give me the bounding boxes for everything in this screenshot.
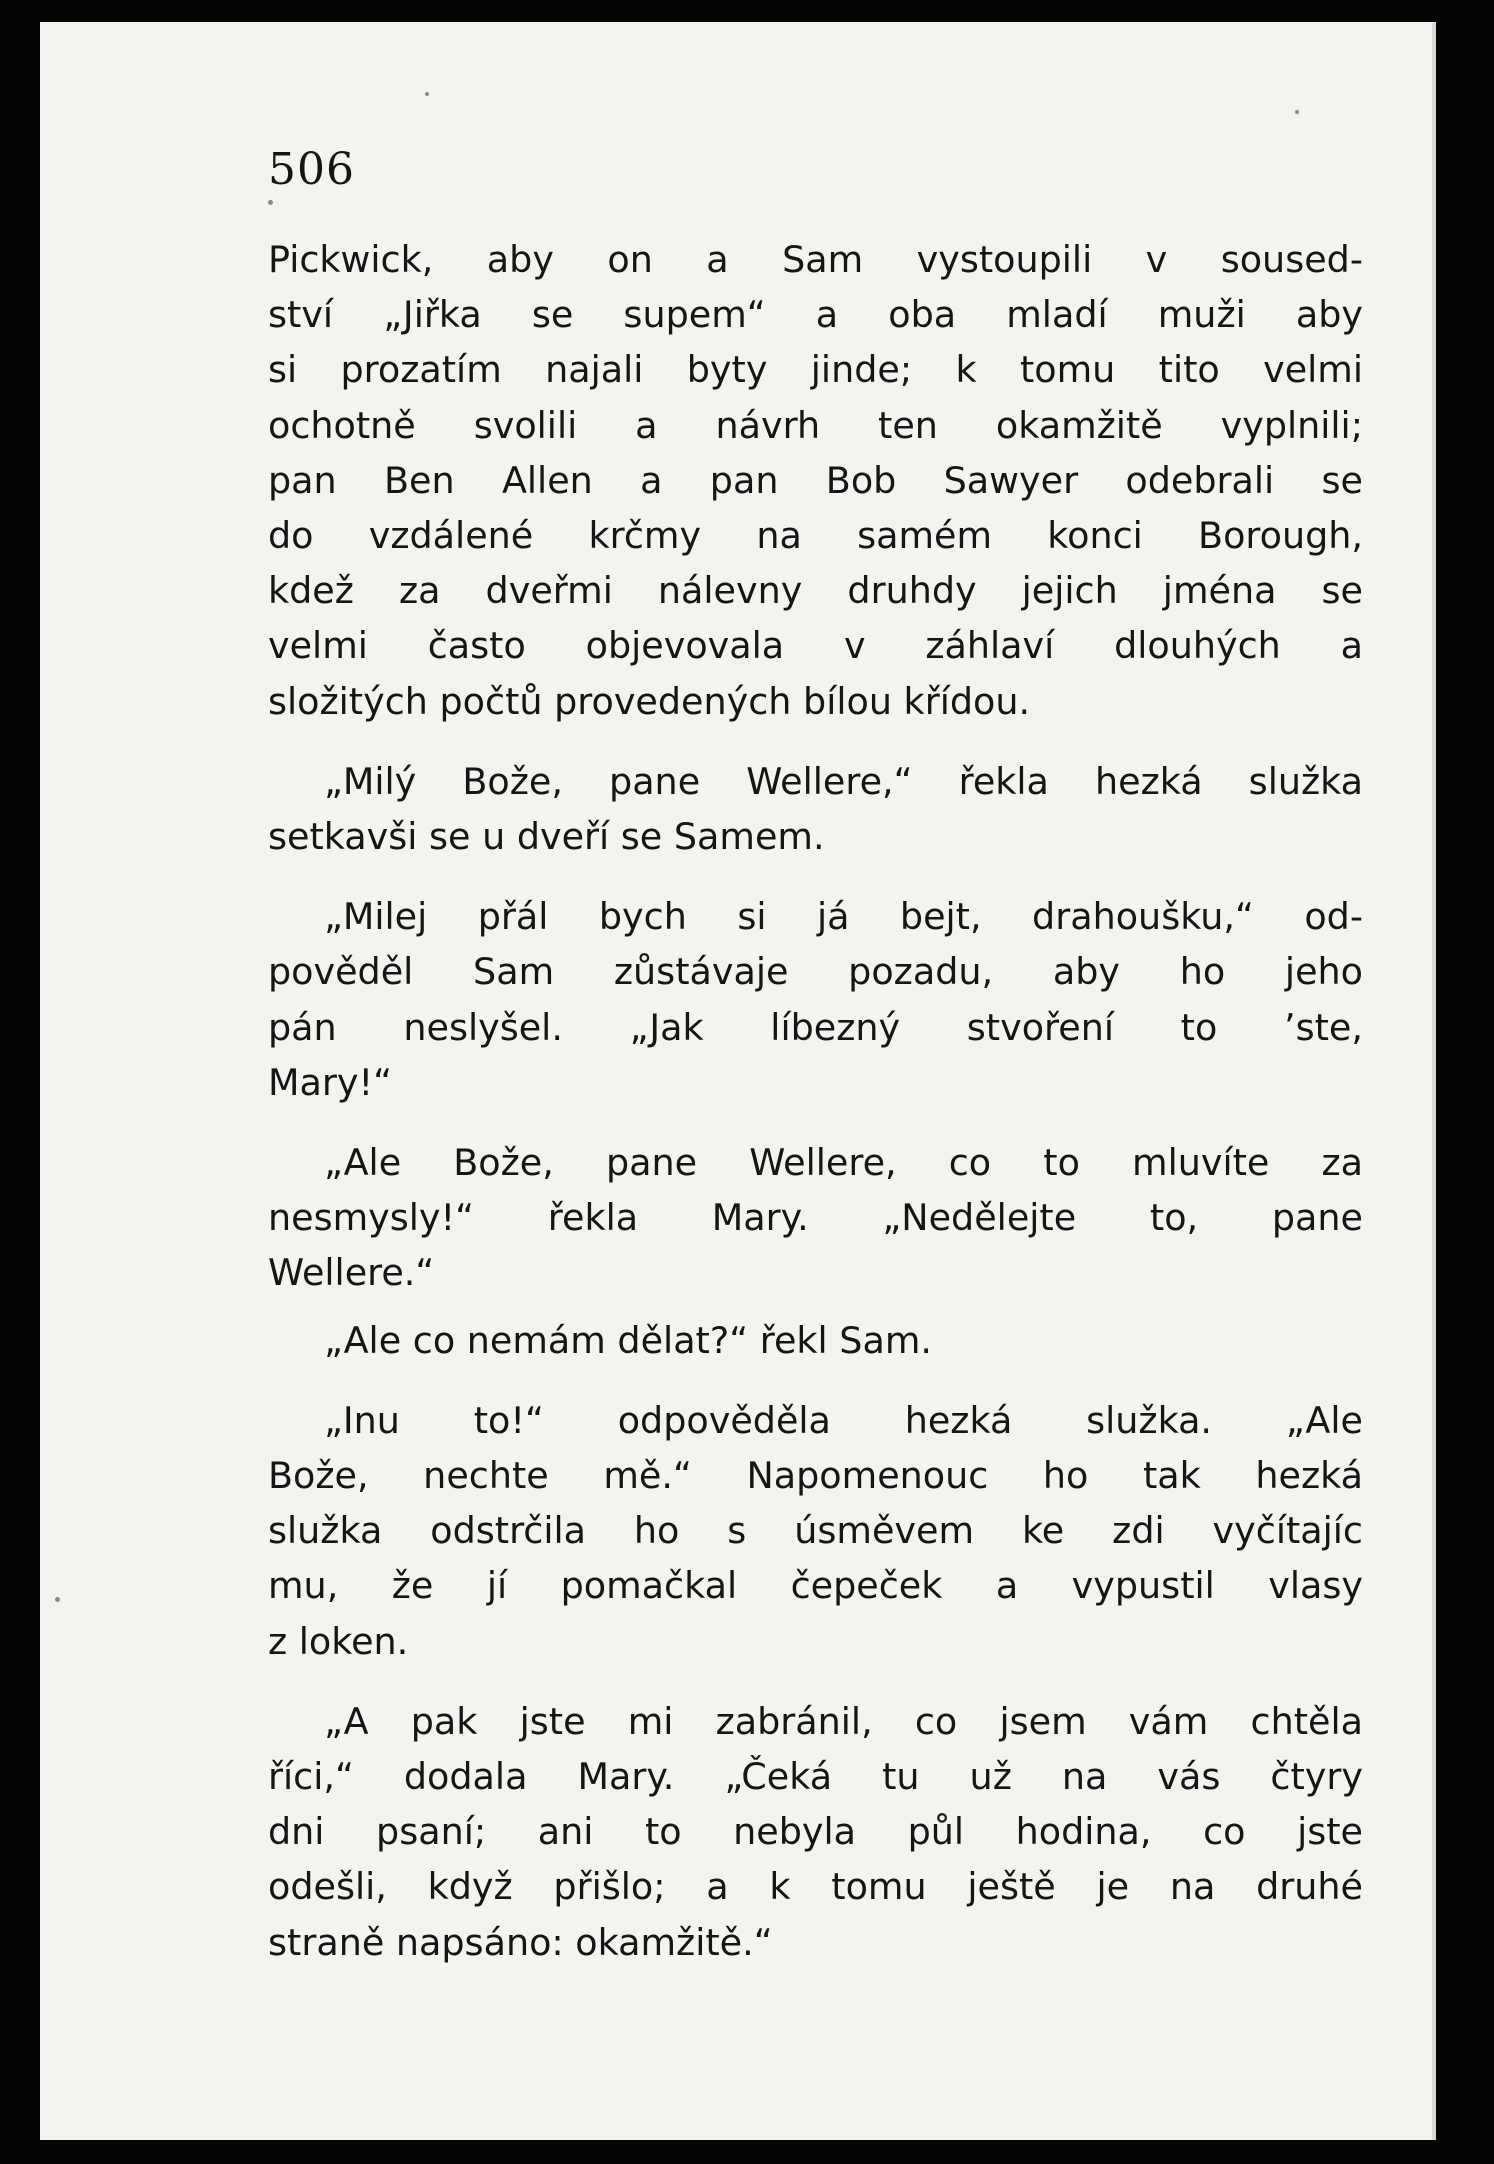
paragraph-5 <box>268 1313 1363 1368</box>
text-line: do vzdálené krčmy na samém konci Borough, <box>268 514 1363 558</box>
text-line: Bože, nechte mě.“ Napomenouc ho tak hezká <box>268 1454 1363 1498</box>
scan-speck <box>1295 110 1299 114</box>
text-line: straně napsáno: okamžitě.“ <box>268 1920 773 1964</box>
paragraph-1 <box>268 232 1363 729</box>
text-line: „Ale co nemám dělat?“ řekl Sam. <box>324 1318 932 1362</box>
text-line: setkavši se u dveří se Samem. <box>268 815 825 859</box>
text-line: si prozatím najali byty jinde; k tomu tito velmi <box>268 348 1363 392</box>
text-line: říci,“ dodala Mary. „Čeká tu už na vás čtyry <box>268 1755 1363 1799</box>
paragraph-4 <box>268 1135 1363 1301</box>
text-line: odešli, když přišlo; a k tomu ještě je na druhé <box>268 1865 1363 1909</box>
text-line: Mary!“ <box>268 1060 393 1104</box>
scan-speck <box>425 92 429 96</box>
paragraph-7 <box>268 1694 1363 1970</box>
text-line: velmi často objevovala v záhlaví dlouhých a <box>268 624 1363 668</box>
scan-speck <box>55 1597 60 1602</box>
book-page <box>40 22 1436 2140</box>
text-line: z loken. <box>268 1619 409 1663</box>
text-line: ství „Jiřka se supem“ a oba mladí muži aby <box>268 293 1363 337</box>
paragraph-6 <box>268 1393 1363 1669</box>
text-line: „Milý Bože, pane Wellere,“ řekla hezká služka <box>324 759 1363 803</box>
text-line: „A pak jste mi zabránil, co jsem vám chtěla <box>324 1699 1363 1743</box>
text-line: Pickwick, aby on a Sam vystoupili v soused- <box>268 238 1363 281</box>
text-line: mu, že jí pomačkal čepeček a vypustil vlasy <box>268 1564 1363 1608</box>
text-line: „Inu to!“ odpověděla hezká služka. „Ale <box>324 1398 1363 1442</box>
text-line: služka odstrčila ho s úsměvem ke zdi vyčítajíc <box>268 1509 1363 1553</box>
body-text <box>268 232 1363 1970</box>
paragraph-3 <box>268 889 1363 1110</box>
page-number: 506 <box>268 144 355 195</box>
text-line: kdež za dveřmi nálevny druhdy jejich jména se <box>268 569 1363 613</box>
text-line: pověděl Sam zůstávaje pozadu, aby ho jeho <box>268 950 1363 994</box>
text-line: „Milej přál bych si já bejt, drahoušku,“ od- <box>324 895 1363 939</box>
text-line: pán neslyšel. „Jak líbezný stvoření to ’ste, <box>268 1005 1363 1049</box>
paragraph-2 <box>268 754 1363 864</box>
text-line: nesmysly!“ řekla Mary. „Nedělejte to, pane <box>268 1196 1363 1240</box>
text-line: dni psaní; ani to nebyla půl hodina, co jste <box>268 1810 1363 1854</box>
scan-speck <box>268 200 273 205</box>
text-line: pan Ben Allen a pan Bob Sawyer odebrali se <box>268 458 1363 502</box>
text-line: ochotně svolili a návrh ten okamžitě vyplnili; <box>268 403 1363 447</box>
text-line: „Ale Bože, pane Wellere, co to mluvíte za <box>324 1141 1363 1185</box>
text-line: složitých počtů provedených bílou křídou. <box>268 679 1031 723</box>
page-edge-shadow <box>1432 22 1436 2140</box>
text-line: Wellere.“ <box>268 1251 435 1295</box>
